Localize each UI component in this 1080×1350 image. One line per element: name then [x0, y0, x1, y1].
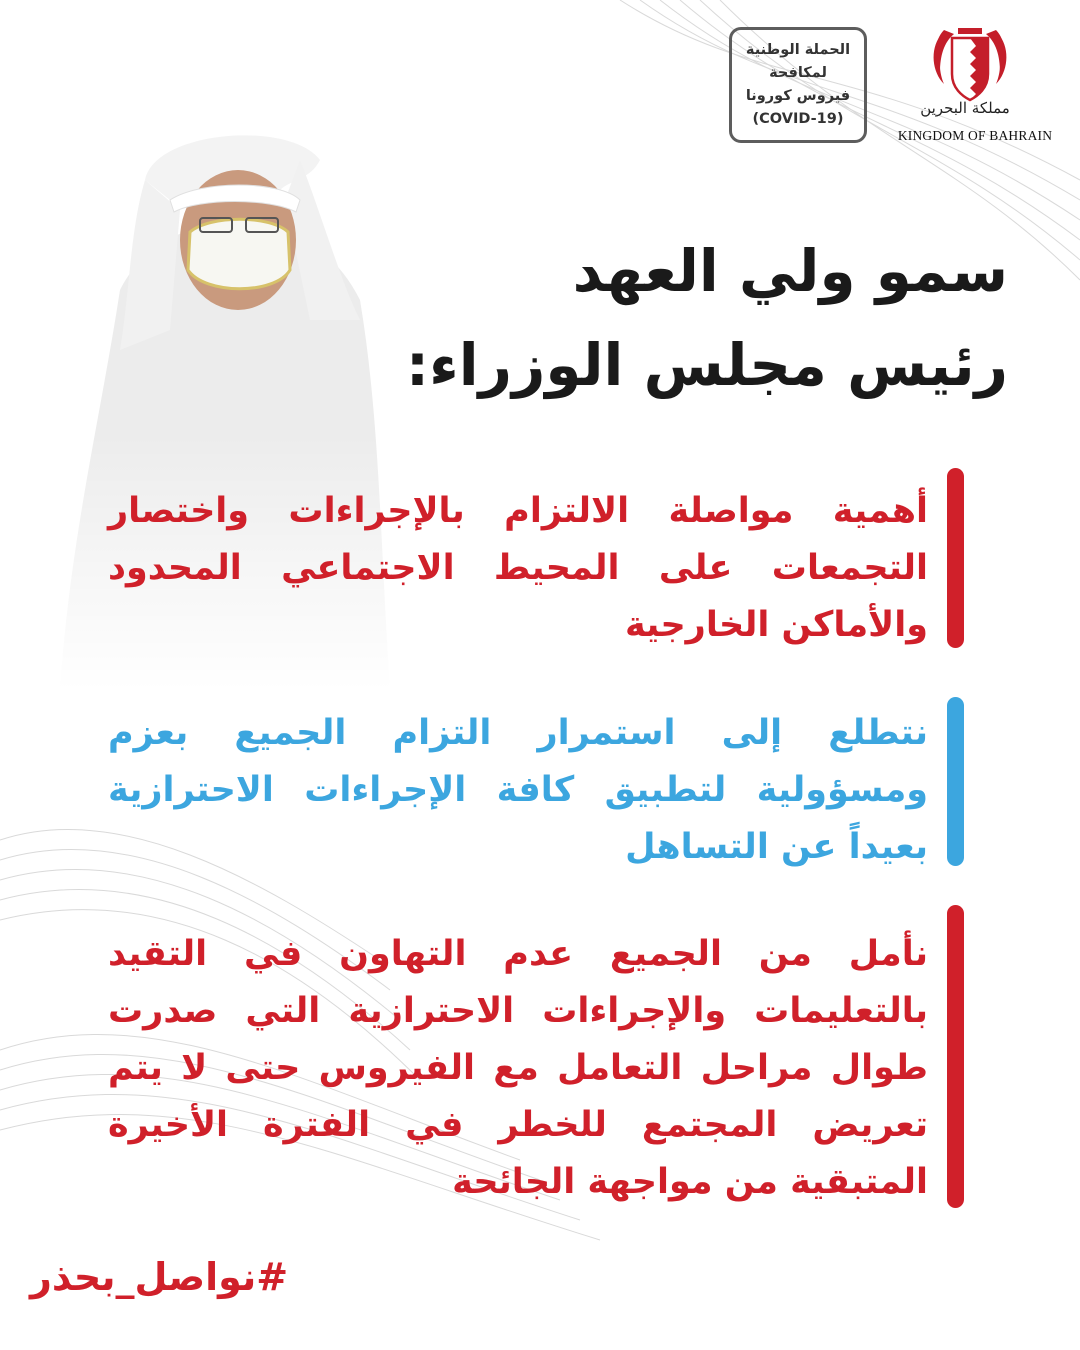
point-1-accent-bar [947, 468, 964, 648]
campaign-line-3: فيروس كورونا [745, 88, 851, 104]
campaign-line-2: لمكافحة [769, 65, 827, 81]
point-3-accent-bar [947, 905, 964, 1208]
headline [388, 224, 1008, 412]
point-3-text: نأمل من الجميع عدم التهاون في التقيد بالتعليمات والإجراءات الاحترازية التي صدرت طوال مراحل التعامل مع الفيروس حتى لا يتم تعريض المجتمع للخطر في الفترة الأخيرة المتبقية من مواجهة الجائحة [108, 934, 928, 1202]
campaign-hashtag: #نواصل_بحذر [30, 1255, 289, 1299]
point-2-accent-bar [947, 697, 964, 866]
point-1-text: أهمية مواصلة الالتزام بالإجراءات واختصار التجمعات على المحيط الاجتماعي المحدود والأماكن الخارجية [108, 491, 928, 645]
bahrain-emblem-icon [930, 22, 1010, 104]
headline-line-1: سمو ولي العهد [572, 237, 1008, 305]
kingdom-name-arabic: مملكة البحرين [920, 99, 1010, 117]
kingdom-name-english: KINGDOM OF BAHRAIN [897, 128, 1053, 143]
headline-line-2: رئيس مجلس الوزراء: [405, 331, 1008, 399]
covid-campaign-badge [729, 27, 867, 143]
campaign-line-1: الحملة الوطنية [745, 42, 851, 58]
campaign-line-4: (COVID-19) [752, 111, 844, 127]
point-2-text: نتطلع إلى استمرار التزام الجميع بعزم ومسؤولية لتطبيق كافة الإجراءات الاحترازية بعيداً عن التساهل [108, 713, 928, 867]
